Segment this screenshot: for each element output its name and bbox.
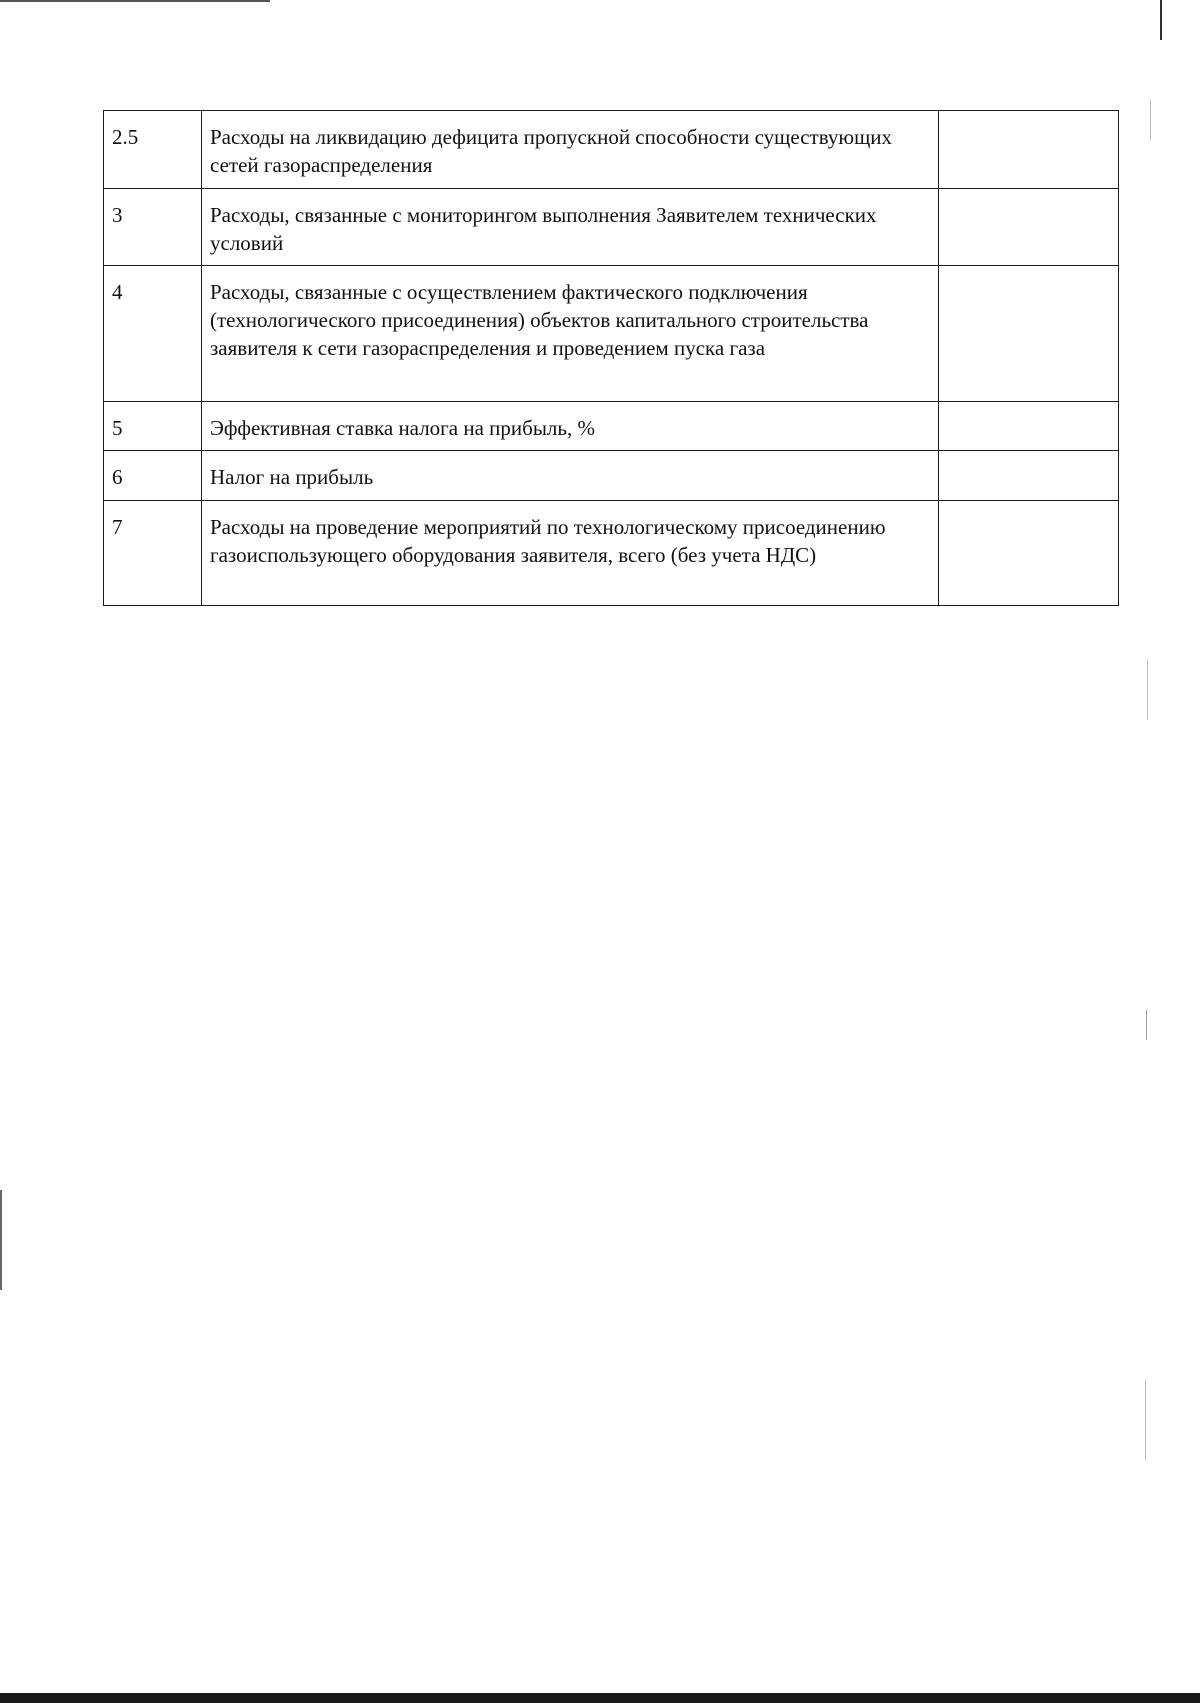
row-value — [939, 451, 1119, 501]
scan-edge-left — [0, 1190, 2, 1290]
table-row — [104, 189, 1119, 266]
row-description: Расходы, связанные с мониторингом выполнения Заявителем технических условий — [202, 189, 939, 266]
table-row — [104, 111, 1119, 189]
row-description: Налог на прибыль — [202, 451, 939, 501]
row-number: 5 — [104, 402, 202, 451]
table-row — [104, 501, 1119, 606]
scan-mark — [1146, 1010, 1147, 1040]
scan-edge-top — [0, 0, 270, 2]
table-row — [104, 402, 1119, 451]
scan-edge-bottom — [0, 1693, 1200, 1703]
scan-mark — [1147, 660, 1148, 720]
row-number: 3 — [104, 189, 202, 266]
row-number: 4 — [104, 266, 202, 402]
row-value — [939, 189, 1119, 266]
scan-mark — [1145, 1380, 1146, 1460]
scan-mark — [1150, 100, 1151, 140]
row-number: 2.5 — [104, 111, 202, 189]
row-value — [939, 501, 1119, 606]
table-row — [104, 266, 1119, 402]
row-value — [939, 266, 1119, 402]
row-description: Расходы, связанные с осуществлением фактического подключения (технологического присоединения) объектов капитального строительства заявителя к сети газораспределения и проведением пуска газа — [202, 266, 939, 402]
scan-edge-right — [1160, 0, 1162, 40]
row-value — [939, 402, 1119, 451]
cost-table — [103, 110, 1119, 606]
row-number: 7 — [104, 501, 202, 606]
row-value — [939, 111, 1119, 189]
row-number: 6 — [104, 451, 202, 501]
row-description: Расходы на ликвидацию дефицита пропускной способности существующих сетей газораспределения — [202, 111, 939, 189]
row-description: Расходы на проведение мероприятий по технологическому присоединению газоиспользующего оборудования заявителя, всего (без учета НДС) — [202, 501, 939, 606]
row-description: Эффективная ставка налога на прибыль, % — [202, 402, 939, 451]
table-row — [104, 451, 1119, 501]
